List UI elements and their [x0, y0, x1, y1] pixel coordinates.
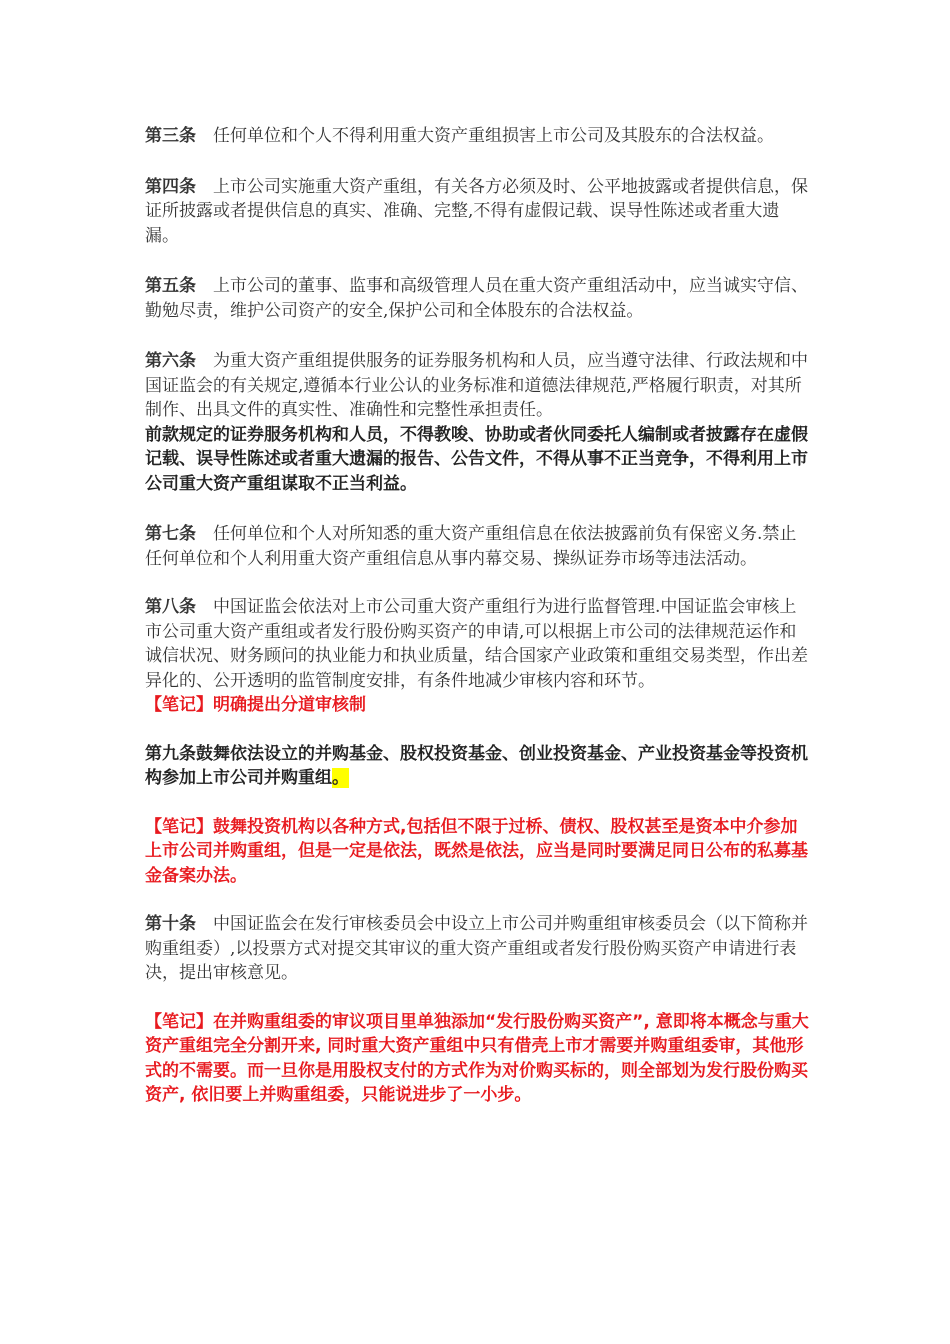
article-7-text: 任何单位和个人对所知悉的重大资产重组信息在依法披露前负有保密义务.禁止任何单位和个人利用重大资产重组信息从事内幕交易、操纵证券市场等违法活动。 — [145, 524, 797, 569]
article-8-text: 中国证监会依法对上市公司重大资产重组行为进行监督管理.中国证监会审核上市公司重大资产重组或者发行股份购买资产的申请,可以根据上市公司的法律规范运作和诚信状况、财务顾问的执业能力和执业质量，结合国家产业政策和重组交易类型，作出差异化的、公开透明的监管制度安排，有条件地减少审核内容和环节。 — [145, 597, 808, 691]
article-9 — [145, 742, 810, 791]
article-10-text: 中国证监会在发行审核委员会中设立上市公司并购重组审核委员会（以下简称并购重组委）,以投票方式对提交其审议的重大资产重组或者发行股份购买资产申请进行表决，提出审核意见。 — [145, 914, 808, 983]
article-9-text: 第九条鼓舞依法设立的并购基金、股权投资基金、创业投资基金、产业投资基金等投资机构参加上市公司并购重组 — [145, 743, 808, 788]
article-6-text: 为重大资产重组提供服务的证券服务机构和人员，应当遵守法律、行政法规和中国证监会的有关规定,遵循本行业公认的业务标准和道德法律规范,严格履行职责，对其所制作、出具文件的真实性、准确性和完整性承担责任。 — [145, 351, 808, 420]
article-10-heading: 第十条 — [145, 914, 196, 934]
article-4-heading: 第四条 — [145, 176, 196, 197]
article-3-heading: 第三条 — [145, 126, 196, 146]
article-5-text: 上市公司的董事、监事和高级管理人员在重大资产重组活动中，应当诚实守信、勤勉尽责，维护公司资产的安全,保护公司和全体股东的合法权益。 — [145, 276, 808, 321]
document-page — [145, 124, 810, 1108]
article-7 — [145, 522, 810, 571]
article-5-heading: 第五条 — [145, 276, 196, 296]
article-3-text: 任何单位和个人不得利用重大资产重组损害上市公司及其股东的合法权益。 — [196, 126, 774, 146]
article-4 — [145, 175, 810, 249]
article-6-bold-paragraph: 前款规定的证券服务机构和人员，不得教唆、协助或者伙同委托人编制或者披露存在虚假记载、误导性陈述或者重大遗漏的报告、公告文件，不得从事不正当竞争，不得利用上市公司重大资产重组谋取不正当利益。 — [145, 424, 808, 494]
article-6 — [145, 349, 810, 423]
article-8-heading: 第八条 — [145, 597, 196, 617]
article-7-heading: 第七条 — [145, 524, 196, 544]
article-4-text: 上市公司实施重大资产重组，有关各方必须及时、公平地披露或者提供信息，保证所披露或者提供信息的真实、准确、完整,不得有虚假记载、误导性陈述或者重大遗漏。 — [145, 176, 808, 246]
article-10 — [145, 912, 810, 986]
article-5 — [145, 274, 810, 323]
note-1: 【笔记】明确提出分道审核制 — [145, 695, 366, 715]
article-8 — [145, 595, 810, 693]
article-6-heading: 第六条 — [145, 351, 196, 371]
highlight-mark: 。 — [332, 768, 349, 788]
note-2: 【笔记】鼓舞投资机构以各种方式,包括但不限于过桥、债权、股权甚至是资本中介参加上市公司并购重组，但是一定是依法，既然是依法，应当是同时要满足同日公布的私募基金备案办法。 — [145, 816, 808, 886]
article-3 — [145, 124, 810, 149]
note-3: 【笔记】在并购重组委的审议项目里单独添加“发行股份购买资产”, 意即将本概念与重大资产重组完全分割开来, 同时重大资产重组中只有借壳上市才需要并购重组委审，其他形式的不需要。而一旦你是用股权支付的方式作为对价购买标的，则全部划为发行股份购买资产, 依旧要上并购重组委，只能说进步了一小步。 — [145, 1011, 809, 1105]
